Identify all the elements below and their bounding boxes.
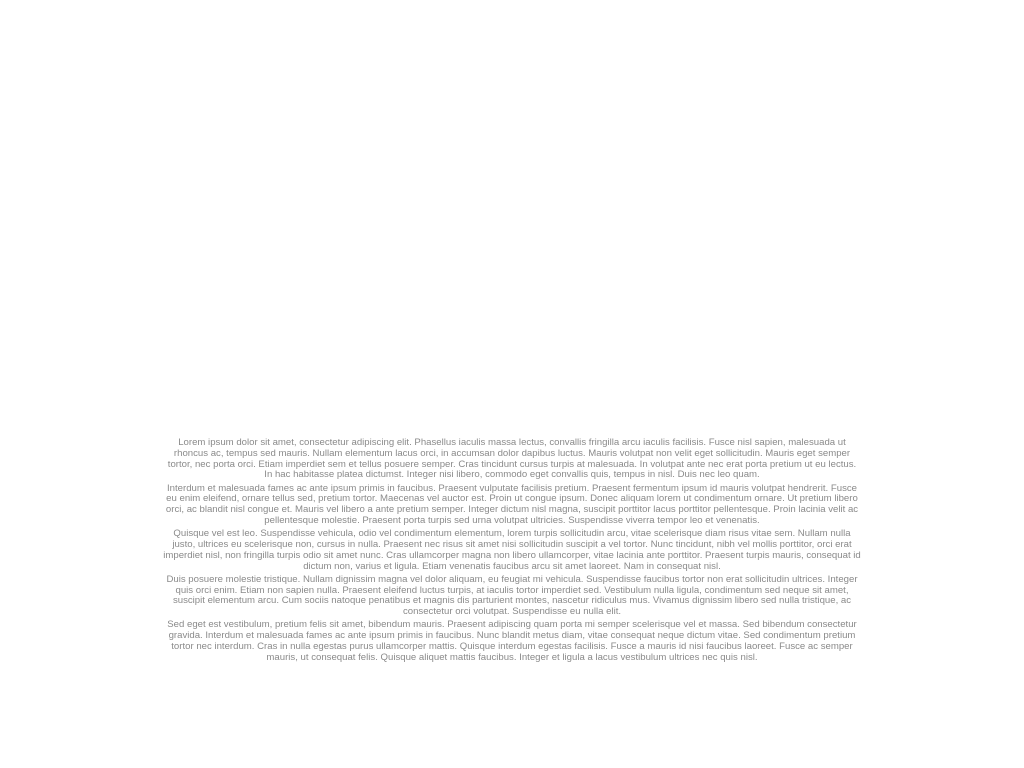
paragraph-5: Sed eget est vestibulum, pretium felis sit amet, bibendum mauris. Praesent adipiscing quam porta mi semper scelerisque vel et massa. Sed bibendum consectetur gravida. Interdum et malesuada fames ac ante ipsum primis in faucibus. Nunc blandit metus diam, vitae consequat neque dictum vitae. Sed condimentum pretium tortor nec interdum. Cras in nulla egestas purus ullamcorper mattis. Quisque interdum egestas facilisis. Fusce a mauris id nisi faucibus laoreet. Fusce ac semper mauris, ut consequat felis. Quisque aliquet mattis faucibus. Integer et ligula a lacus vestibulum ultrices nec quis nisl. xyxy=(167,619,857,663)
paragraph-3: Quisque vel est leo. Suspendisse vehicula, odio vel condimentum elementum, lorem turpis sollicitudin arcu, vitae scelerisque diam risus vitae sem. Nullam nulla justo, ultrices eu scelerisque non, cursus in nulla. Praesent nec risus sit amet nisi sollicitudin suscipit a vel tortor. Nunc tincidunt, nibh vel mollis porttitor, orci erat imperdiet nisl, non fringilla turpis odio sit amet nunc. Cras ullamcorper magna non libero ullamcorper, vitae lacinia ante porttitor. Praesent turpis mauris, consequat id dictum non, varius et ligula. Etiam venenatis faucibus arcu sit amet laoreet. Nam in consequat nisl. xyxy=(163,528,861,572)
paragraph-2: Interdum et malesuada fames ac ante ipsum primis in faucibus. Praesent vulputate facilisis pretium. Praesent fermentum ipsum id mauris volutpat hendrerit. Fusce eu enim eleifend, ornare tellus sed, pretium tortor. Maecenas vel auctor est. Proin ut congue ipsum. Donec aliquam lorem ut condimentum ornare. Ut pretium libero orci, ac blandit nisl congue et. Mauris vel libero a ante pretium semper. Integer dictum nisl magna, suscipit porttitor lacus porttitor pellentesque. Proin lacinia velit ac pellentesque molestie. Praesent porta turpis sed urna volutpat ultricies. Suspendisse viverra tempor leo et venenatis. xyxy=(165,482,859,526)
paragraph-1: Lorem ipsum dolor sit amet, consectetur adipiscing elit. Phasellus iaculis massa lectus, convallis fringilla arcu iaculis facilisis. Fusce nisl sapien, malesuada ut rhoncus ac, tempus sed mauris. Nullam elementum lacus orci, in accumsan dolor dapibus luctus. Mauris volutpat non velit eget sollicitudin. Mauris eget semper tortor, nec porta orci. Etiam imperdiet sem et tellus posuere semper. Cras tincidunt cursus turpis at malesuada. In volutpat ante nec erat porta pretium ut eu lectus. In hac habitasse platea dictumst. Integer nisi libero, commodo eget convallis quis, tempus in nisl. Duis nec leo quam. xyxy=(167,437,857,481)
body-text xyxy=(163,438,861,666)
paragraph-4: Duis posuere molestie tristique. Nullam dignissim magna vel dolor aliquam, eu feugiat mi vehicula. Suspendisse faucibus tortor non erat sollicitudin ultrices. Integer quis orci enim. Etiam non sapien nulla. Praesent eleifend luctus turpis, at iaculis tortor imperdiet sed. Vestibulum nulla ligula, condimentum sed neque sit amet, suscipit elementum arcu. Cum sociis natoque penatibus et magnis dis parturient montes, nascetur ridiculus mus. Vivamus dignissim libero sed nulla tristique, ac consectetur orci volutpat. Suspendisse eu nulla elit. xyxy=(166,573,858,618)
